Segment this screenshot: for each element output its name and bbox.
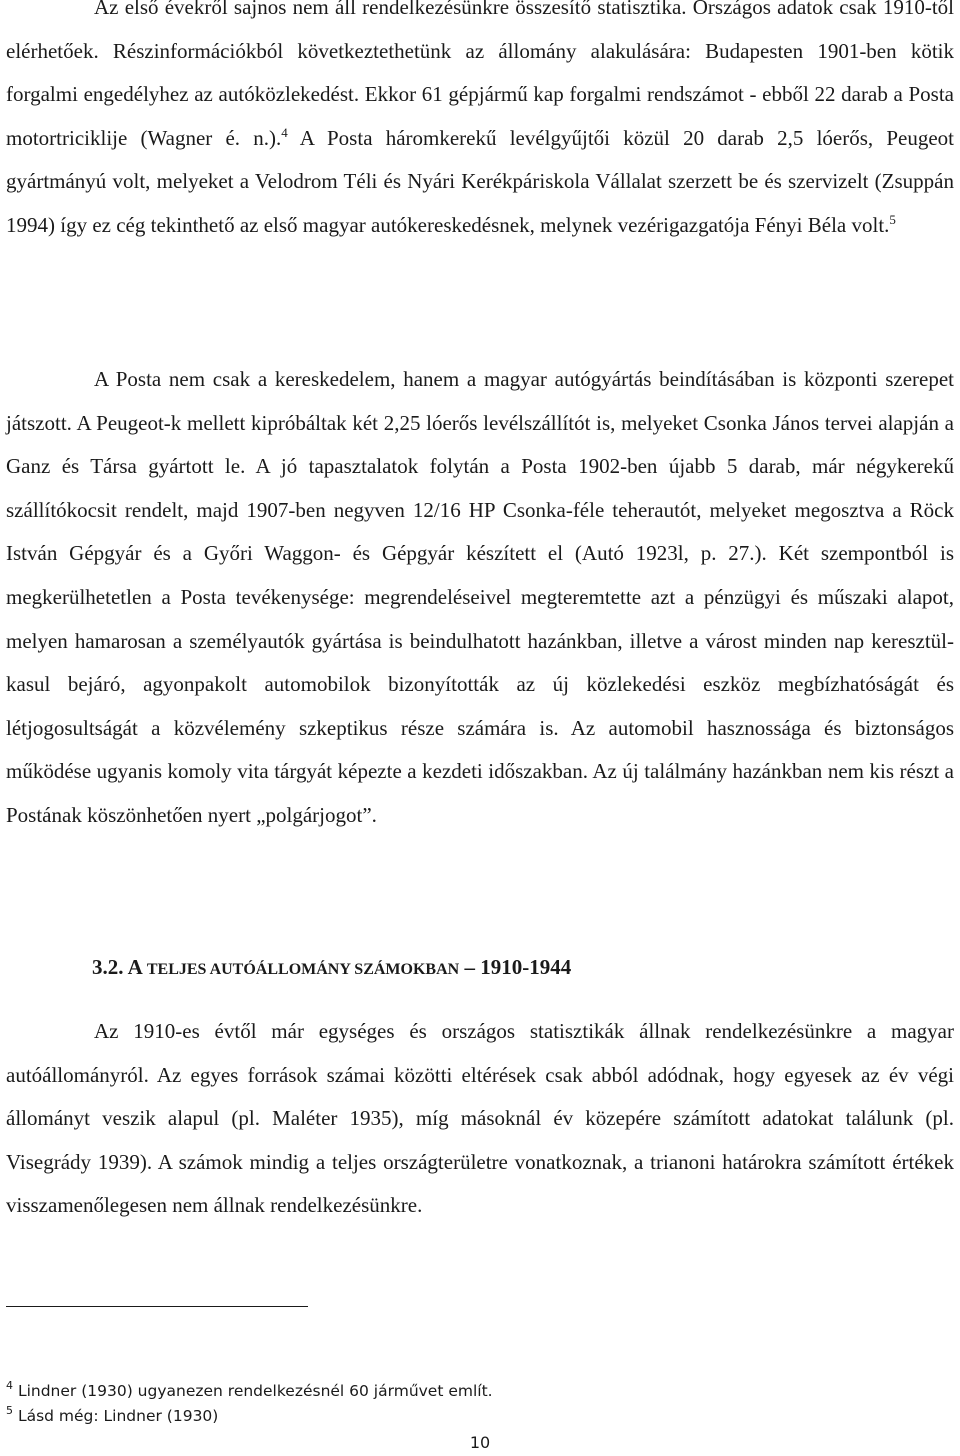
paragraph-statistics-intro [6, 0, 954, 248]
section-heading [92, 952, 571, 985]
section-number: 3.2. [92, 955, 124, 979]
footnote-4 [6, 1380, 493, 1402]
paragraph-posta-role [6, 358, 954, 838]
footnote-mark: 5 [6, 1404, 13, 1417]
footnote-ref-4[interactable]: 4 [281, 124, 288, 140]
footnote-mark: 4 [6, 1379, 13, 1392]
footnote-text: Lindner (1930) ugyanezen rendelkezésnél 60 járművet említ. [17, 1382, 493, 1400]
footnote-5 [6, 1405, 218, 1427]
heading-dash: – [464, 955, 475, 979]
paragraph-text: Az 1910-es évtől már egységes és országos statisztikák állnak rendelkezésünkre a magyar autóállományról. Az egyes források számai közötti eltérések csak abból adódnak, hogy egyesek az év végi állományt veszik alapul (pl. Maléter 1935), míg másoknál év közepére számított adatokat találunk (pl. Visegrády 1939). A számok mindig a teljes országterületre vonatkoznak, a trianoni határokra számított értékek visszamenőlegesen nem állnak rendelkezésünkre. [6, 1019, 954, 1218]
page-number: 10 [469, 1433, 491, 1452]
footnote-ref-5[interactable]: 5 [889, 211, 896, 227]
heading-years: 1910-1944 [480, 955, 572, 979]
heading-smallcaps: TELJES AUTÓÁLLOMÁNY SZÁMOKBAN [146, 961, 460, 978]
paragraph-text-continued: A Posta háromkerekű levélgyűjtői közül 20 darab 2,5 lóerős, Peugeot gyártmányú volt, melyeket a Velodrom Téli és Nyári Kerékpáriskola Vállalat szerzett be és szervizelt (Zsuppán 1994) így ez cég tekinthető az első magyar autókereskedésnek, melynek vezérigazgatója Fényi Béla volt. [6, 125, 954, 237]
paragraph-statistics-1910 [6, 1010, 954, 1228]
heading-cap: A [127, 955, 142, 979]
footnote-text: Lásd még: Lindner (1930) [17, 1407, 219, 1425]
paragraph-text: Az első évekről sajnos nem áll rendelkezésünkre összesítő statisztika. Országos adatok csak 1910-től elérhetőek. Részinformációkból következtethetünk az állomány alakulására: Budapesten 1901-ben kötik forgalmi engedélyhez az autóközlekedést. Ekkor 61 gépjármű kap forgalmi rendszámot - ebből 22 darab a Posta motortriciklije (Wagner é. n.). [6, 0, 954, 150]
paragraph-text: A Posta nem csak a kereskedelem, hanem a magyar autógyártás beindításában is központi szerepet játszott. A Peugeot-k mellett kipróbáltak két 2,25 lóerős levélszállítót is, melyeket Csonka János tervei alapján a Ganz és Társa gyártott le. A jó tapasztalatok folytán a Posta 1902-ben újabb 5 darab, már négykerekű szállítókocsit rendelt, majd 1907-ben negyven 12/16 HP Csonka-féle teherautót, melyeket megosztva a Röck István Gépgyár és a Győri Waggon- és Gépgyár készített el (Autó 1923l, p. 27.). Két szempontból is megkerülhetetlen a Posta tevékenysége: megrendeléseivel megteremtette azt a pénzügyi és műszaki alapot, melyen hamarosan a személyautók gyártása is beindulhatott hazánkban, illetve a várost minden nap keresztül-kasul bejáró, agyonpakolt automobilok bizonyították az új közlekedési eszköz megbízhatóságát és létjogosultságát a közvélemény szkeptikus része számára is. Az automobil hasznossága és biztonságos működése ugyanis komoly vita tárgyát képezte a kezdeti időszakban. Az új találmány hazánkban nem kis részt a Postának köszönhetően nyert „polgárjogot”. [6, 367, 954, 827]
footnote-separator [6, 1306, 308, 1307]
